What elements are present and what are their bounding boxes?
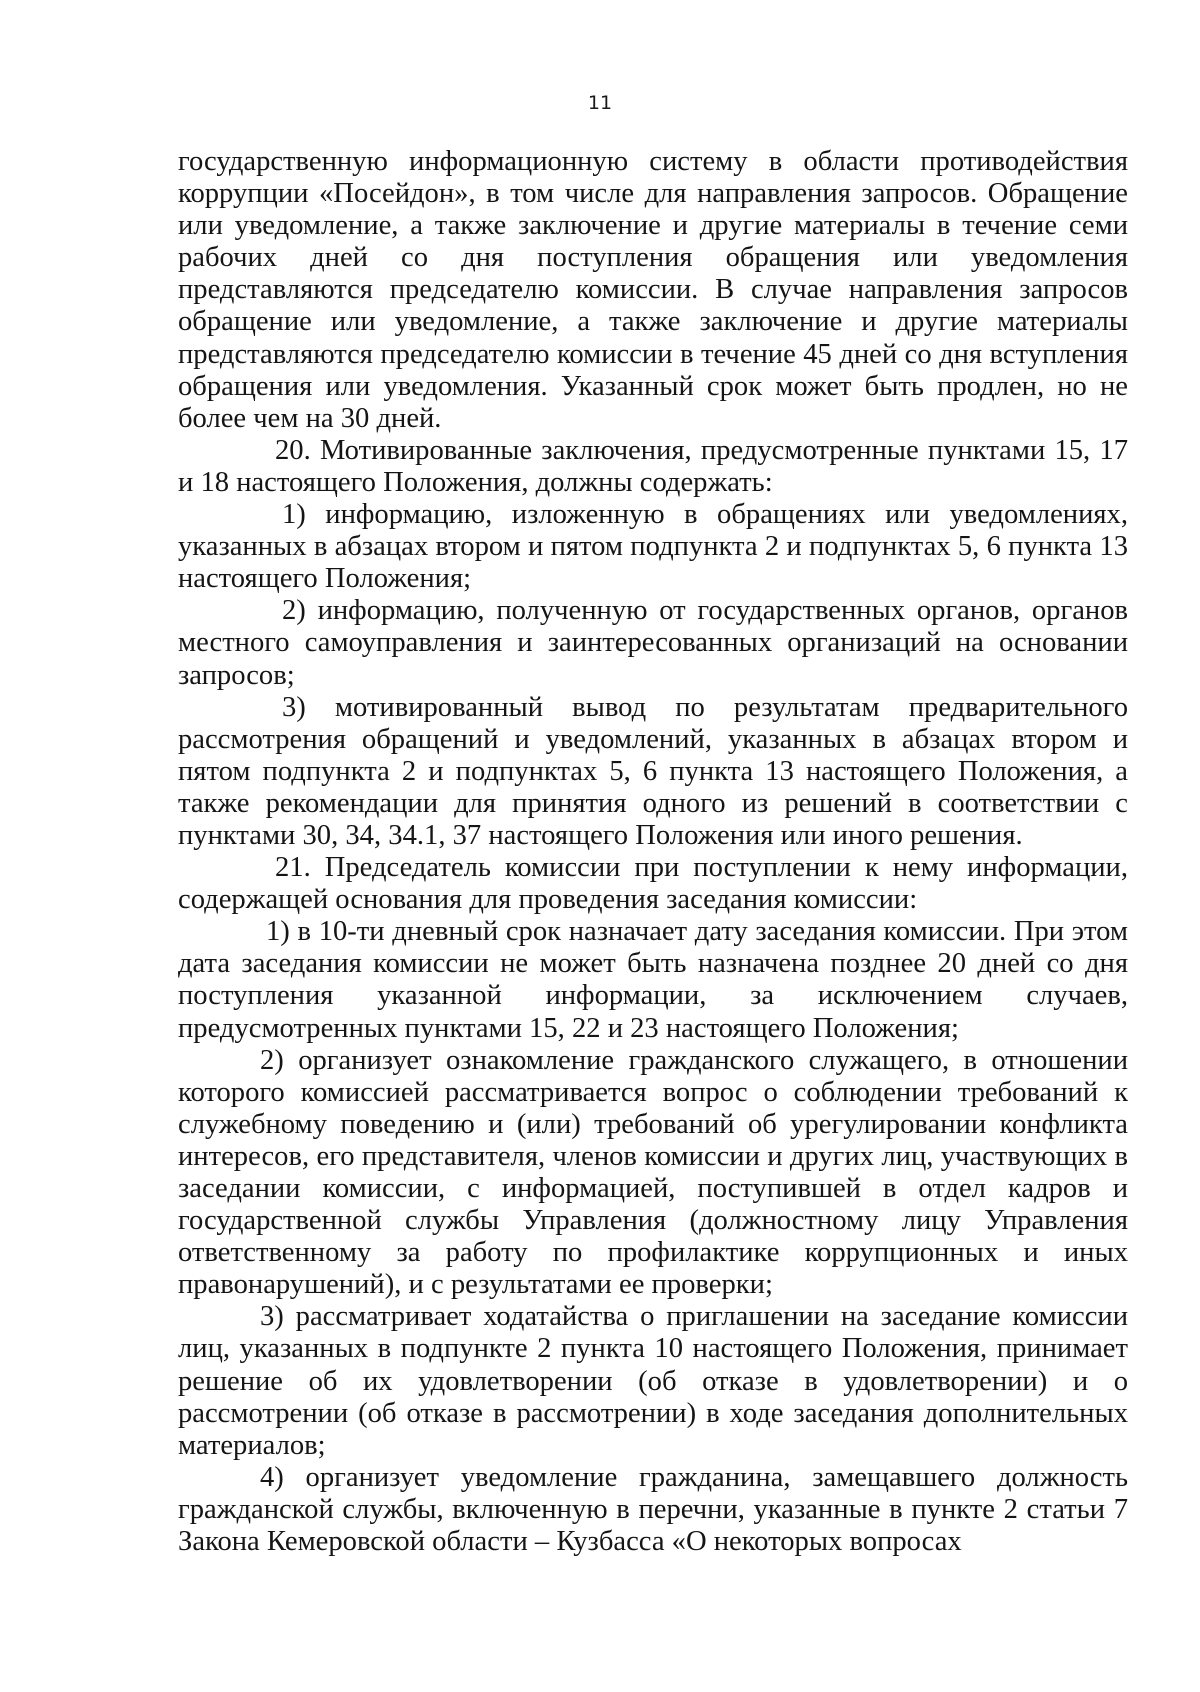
paragraph-item-21-1: 1) в 10-ти дневный срок назначает дату заседания комиссии. При этом дата заседания комиссии не может быть назначена позднее 20 дней со дня поступления указанной информации, за исключением случаев, предусмотренных пунктами 15, 22 и 23 настоящего Положения; bbox=[178, 916, 1128, 1044]
paragraph-item-21-4: 4) организует уведомление гражданина, замещавшего должность гражданской службы, включенную в перечни, указанные в пункте 2 статьи 7 Закона Кемеровской области – Кузбасса «О некоторых вопросах bbox=[178, 1461, 1128, 1558]
paragraph-item-21-3: 3) рассматривает ходатайства о приглашении на заседание комиссии лиц, указанных в подпункте 2 пункта 10 настоящего Положения, принимает решение об их удовлетворении (об отказе в удовлетворении) и о рассмотрении (об отказе в рассмотрении) в ходе заседания дополнительных материалов; bbox=[178, 1301, 1128, 1461]
paragraph-item-21: 21. Председатель комиссии при поступлении к нему информации, содержащей основания для проведения заседания комиссии: bbox=[178, 852, 1128, 916]
page-number: 11 bbox=[587, 92, 613, 114]
paragraph-continuation: государственную информационную систему в области противодействия коррупции «Посейдон», в том числе для направления запросов. Обращение или уведомление, а также заключение и другие материалы в течение семи рабочих дней со дня поступления обращения или уведомления представляются председателю комиссии. В случае направления запросов обращение или уведомление, а также заключение и другие материалы представляются председателю комиссии в течение 45 дней со дня вступления обращения или уведомления. Указанный срок может быть продлен, но не более чем на 30 дней. bbox=[178, 146, 1128, 434]
paragraph-item-20: 20. Мотивированные заключения, предусмотренные пунктами 15, 17 и 18 настоящего Положения, должны содержать: bbox=[178, 434, 1128, 498]
document-body bbox=[178, 146, 1128, 1558]
paragraph-item-20-2: 2) информацию, полученную от государственных органов, органов местного самоуправления и заинтересованных организаций на основании запросов; bbox=[178, 595, 1128, 691]
paragraph-item-20-1: 1) информацию, изложенную в обращениях или уведомлениях, указанных в абзацах втором и пятом подпункта 2 и подпунктах 5, 6 пункта 13 настоящего Положения; bbox=[178, 499, 1128, 595]
paragraph-item-20-3: 3) мотивированный вывод по результатам предварительного рассмотрения обращений и уведомлений, указанных в абзацах втором и пятом подпункта 2 и подпунктах 5, 6 пункта 13 настоящего Положения, а также рекомендации для принятия одного из решений в соответствии с пунктами 30, 34, 34.1, 37 настоящего Положения или иного решения. bbox=[178, 691, 1128, 851]
paragraph-item-21-2: 2) организует ознакомление гражданского служащего, в отношении которого комиссией рассматривается вопрос о соблюдении требований к служебному поведению и (или) требований об урегулировании конфликта интересов, его представителя, членов комиссии и других лиц, участвующих в заседании комиссии, с информацией, поступившей в отдел кадров и государственной службы Управления (должностному лицу Управления ответственному за работу по профилактике коррупционных и иных правонарушений), и с результатами ее проверки; bbox=[178, 1044, 1128, 1301]
